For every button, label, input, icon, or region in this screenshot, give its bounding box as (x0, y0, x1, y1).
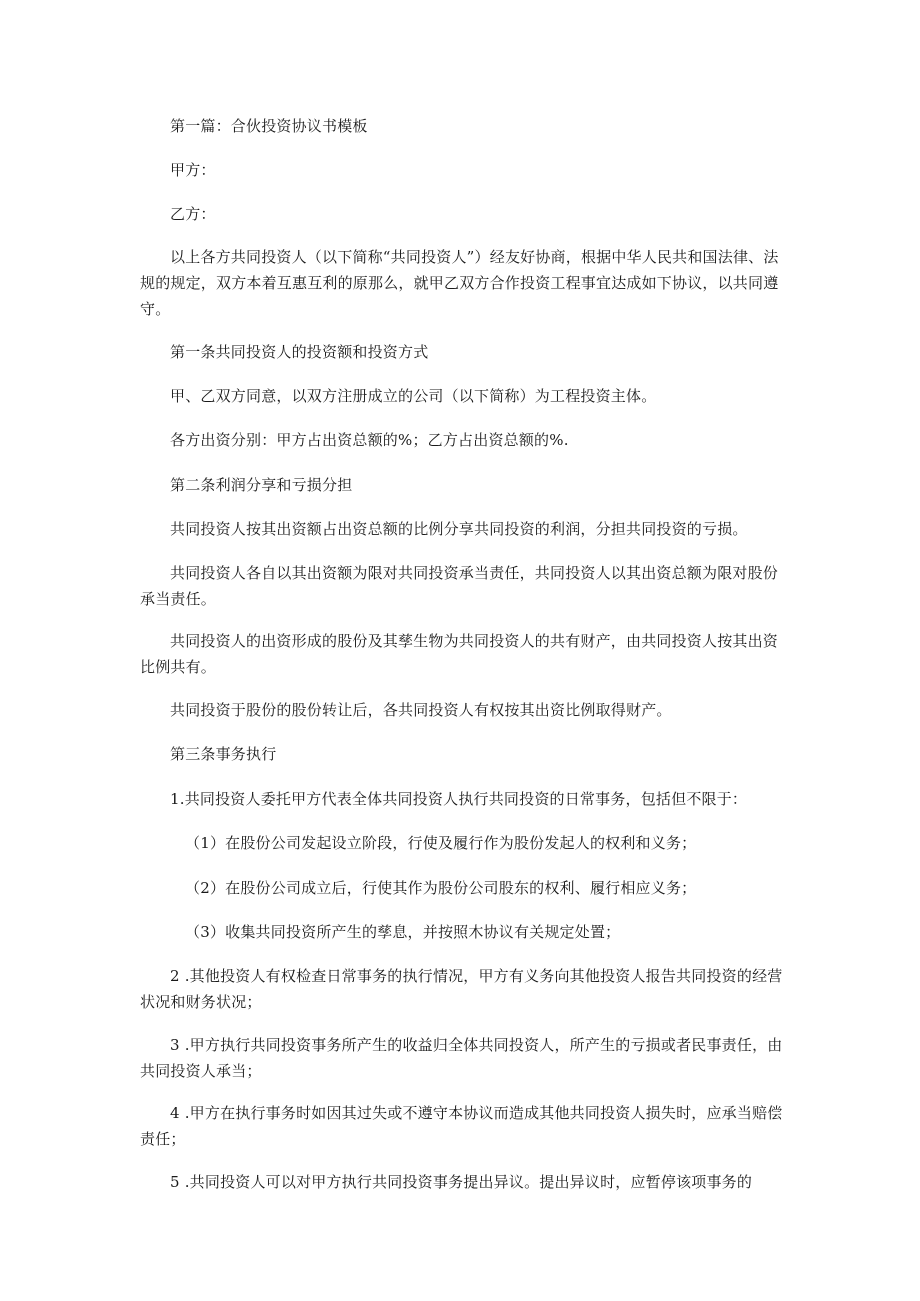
article-3-item-2: 2 .其他投资人有权检查日常事务的执行情况，甲方有义务向其他投资人报告共同投资的经营状况和财务状况； (140, 967, 783, 1011)
article-2-paragraph-2: 共同投资人各自以其出资额为限对共同投资承当责任，共同投资人以其出资总额为限对股份承当责任。 (140, 564, 779, 608)
article-3-heading: 第三条事务执行 (170, 745, 277, 763)
document-title: 第一篇：合伙投资协议书模板 (170, 117, 368, 135)
article-3-item-3: 3 .甲方执行共同投资事务所产生的收益归全体共同投资人，所产生的亏损或者民事责任，由共同投资人承当； (140, 1036, 783, 1080)
article-3-item-4: 4 .甲方在执行事务时如因其过失或不遵守本协议而造成其他共同投资人损失时，应承当赔偿责任； (140, 1104, 783, 1148)
article-1-paragraph-2: 各方出资分别：甲方占出资总额的%；乙方占出资总额的%. (170, 431, 569, 449)
article-2-paragraph-4: 共同投资于股份的股份转让后，各共同投资人有权按其出资比例取得财产。 (170, 701, 672, 719)
article-2-paragraph-3: 共同投资人的出资形成的股份及其孳生物为共同投资人的共有财产，由共同投资人按其出资比例共有。 (140, 632, 779, 676)
article-3-subitem-1: （1）在股份公司发起设立阶段，行使及履行作为股份发起人的权利和义务； (185, 834, 697, 852)
party-b-line: 乙方： (170, 205, 216, 223)
article-3-item-1: 1.共同投资人委托甲方代表全体共同投资人执行共同投资的日常事务，包括但不限于： (170, 790, 748, 808)
article-1-heading: 第一条共同投资人的投资额和投资方式 (170, 343, 429, 361)
party-a-line: 甲方： (170, 161, 216, 179)
article-2-heading: 第二条利润分享和亏损分担 (170, 476, 353, 494)
article-3-item-5: 5 .共同投资人可以对甲方执行共同投资事务提出异议。提出异议时，应暂停该项事务的 (170, 1173, 753, 1191)
article-3-subitem-2: （2）在股份公司成立后，行使其作为股份公司股东的权利、履行相应义务； (185, 879, 697, 897)
article-1-paragraph-1: 甲、乙双方同意，以双方注册成立的公司（以下简称）为工程投资主体。 (170, 387, 657, 405)
preamble-paragraph: 以上各方共同投资人（以下简称“共同投资人”）经友好协商，根据中华人民共和国法律、法规的规定，双方本着互惠互利的原那么，就甲乙双方合作投资工程事宜达成如下协议，以共同遵守。 (140, 248, 779, 318)
article-3-subitem-3: （3）收集共同投资所产生的孳息，并按照木协议有关规定处置； (185, 923, 621, 941)
article-2-paragraph-1: 共同投资人按其出资额占出资总额的比例分享共同投资的利润，分担共同投资的亏损。 (170, 520, 748, 538)
